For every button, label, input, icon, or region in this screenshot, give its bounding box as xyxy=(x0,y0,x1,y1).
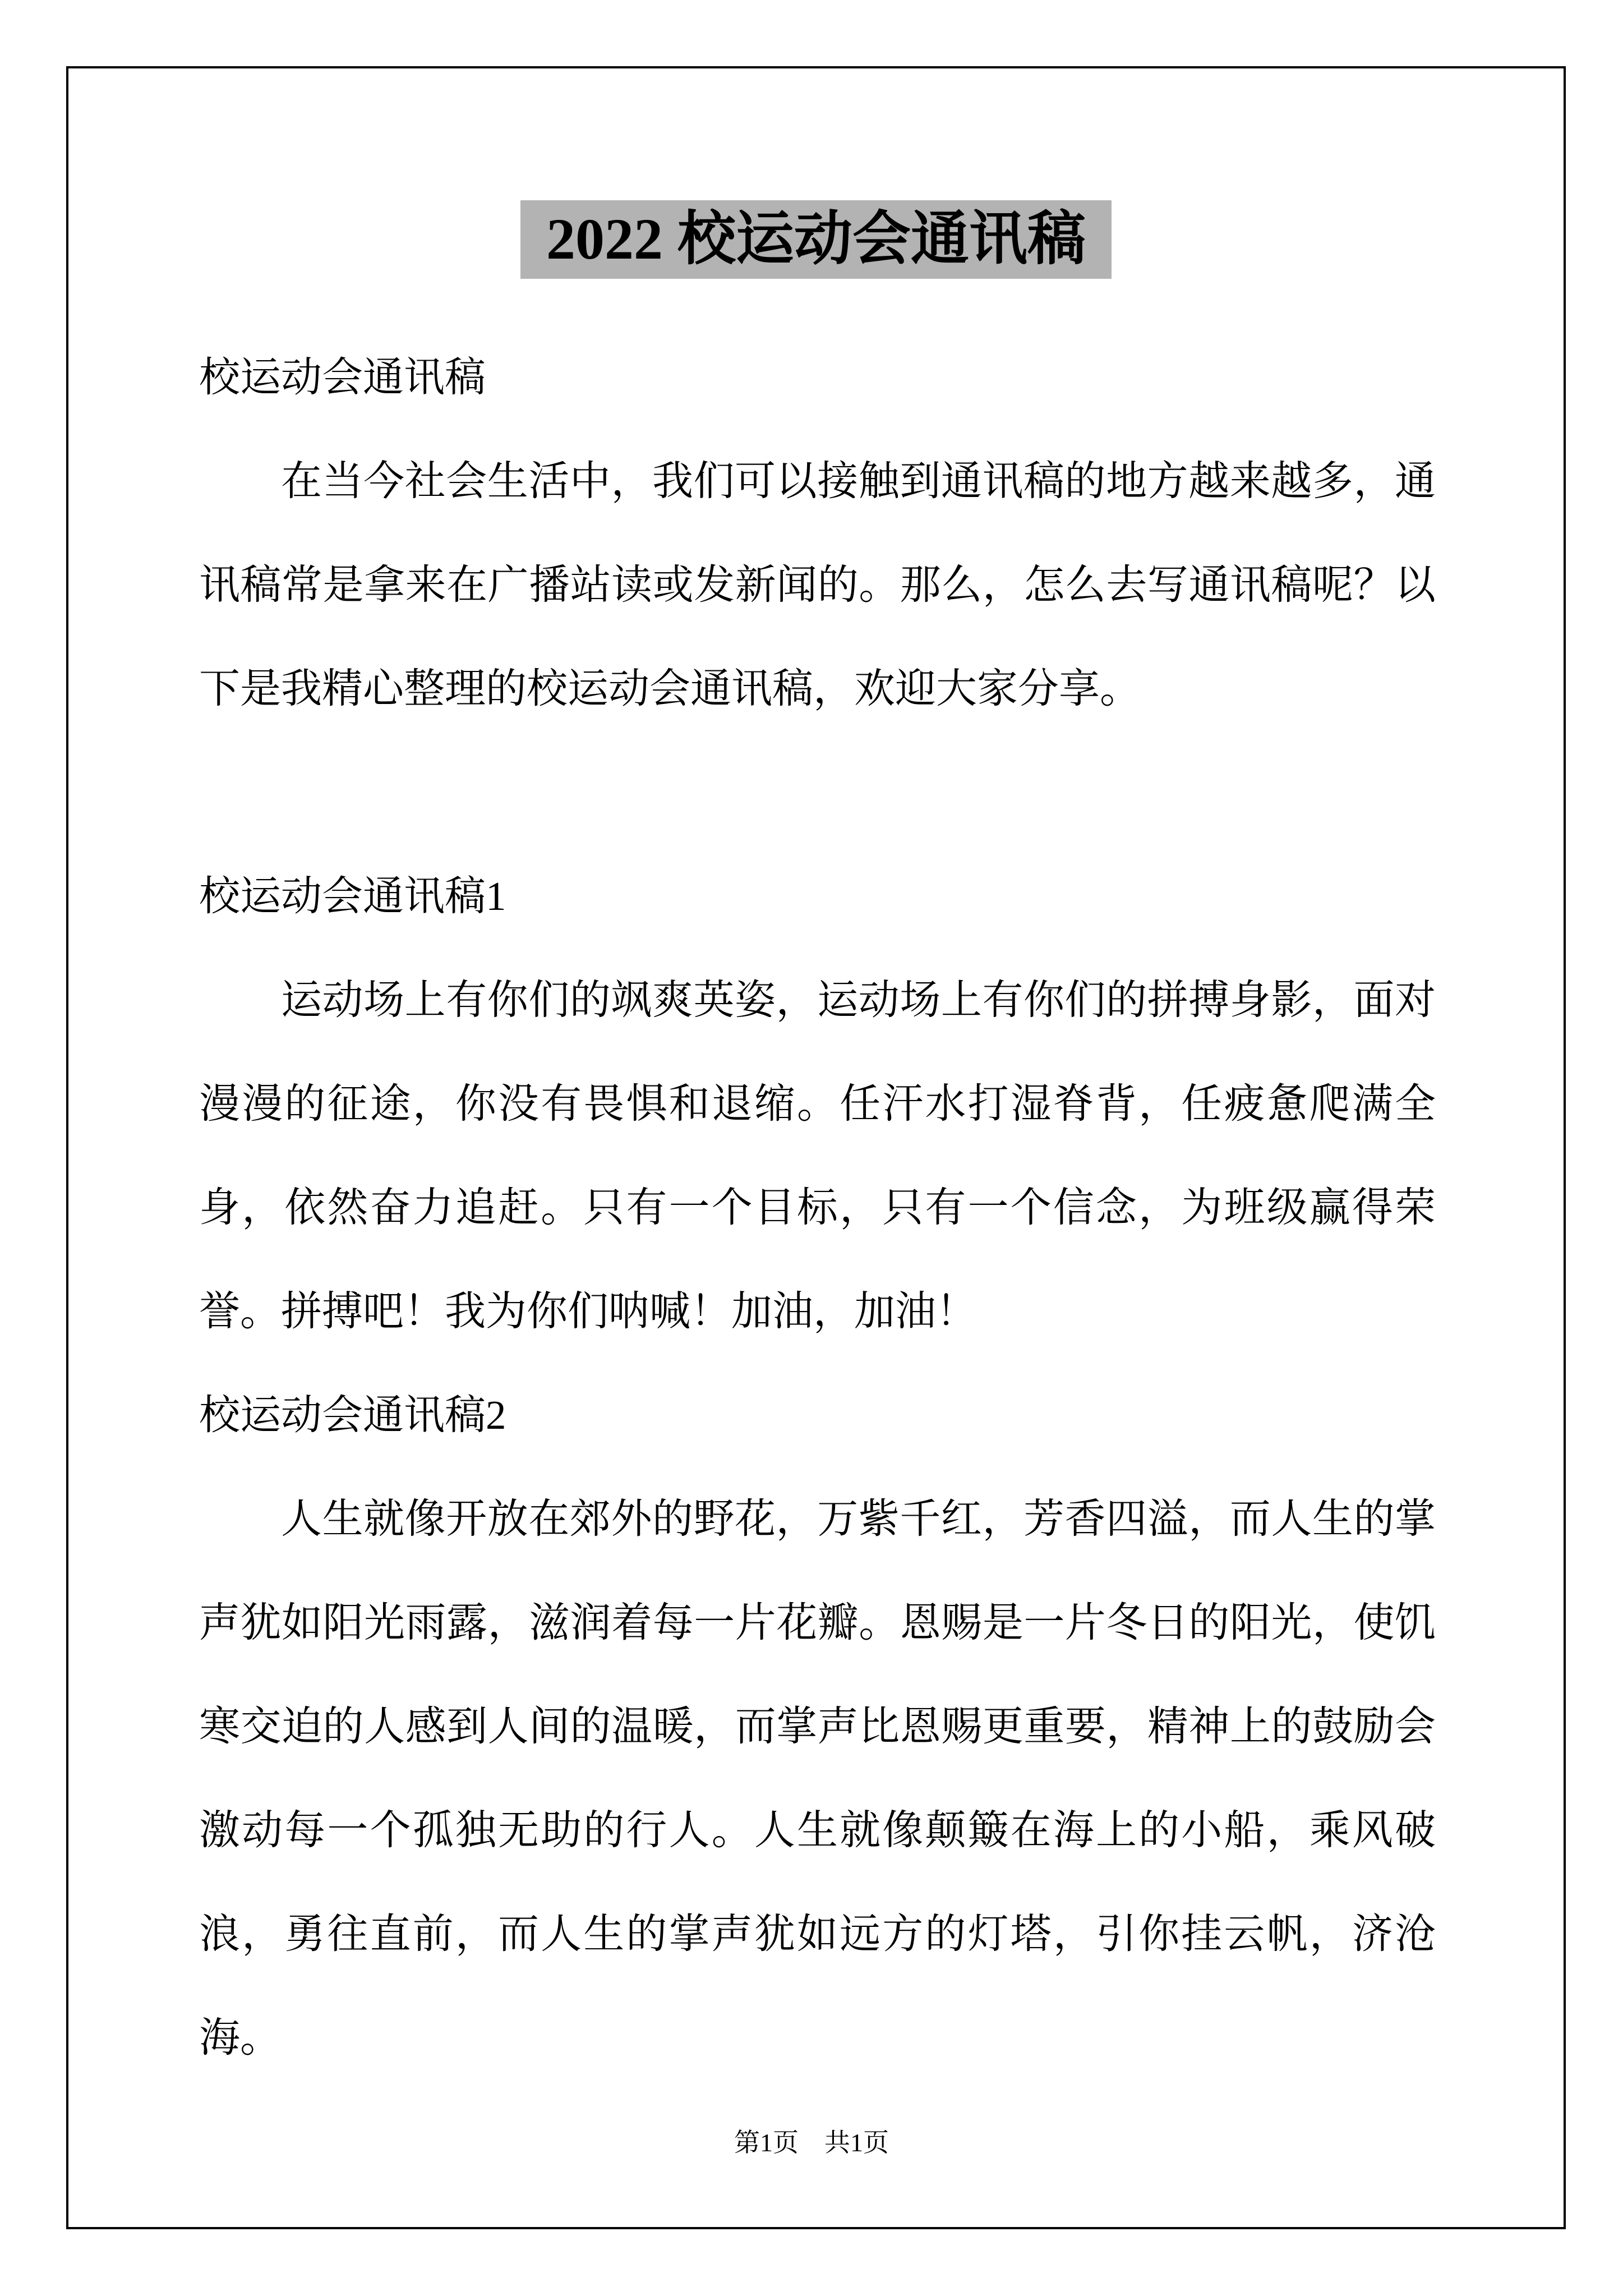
body-paragraph: 运动场上有你们的飒爽英姿，运动场上有你们的拼搏身影，面对漫漫的征途，你没有畏惧和退缩。任汗水打湿脊背，任疲惫爬满全身，依然奋力追赶。只有一个目标，只有一个信念，为班级赢得荣誉。拼搏吧！我为你们呐喊！加油，加油！ xyxy=(199,977,1436,1334)
section-header: 校运动会通讯稿1 xyxy=(199,873,506,919)
doc-subtitle-label: 校运动会通讯稿 xyxy=(199,355,486,400)
section-header: 校运动会通讯稿2 xyxy=(199,1392,506,1438)
document-blocks xyxy=(199,325,1436,2090)
body-paragraph: 人生就像开放在郊外的野花，万紫千红，芳香四溢，而人生的掌声犹如阳光雨露，滋润着每一片花瓣。恩赐是一片冬日的阳光，使饥寒交迫的人感到人间的温暖，而掌声比恩赐更重要，精神上的鼓励会激动每一个孤独无助的行人。人生就像颠簸在海上的小船，乘风破浪，勇往直前，而人生的掌声犹如远方的灯塔，引你挂云帆，济沧海。 xyxy=(199,1496,1436,2060)
page-border xyxy=(66,66,1566,2229)
title-row xyxy=(68,200,1564,279)
document-title: 2022 校运动会通讯稿 xyxy=(520,200,1112,279)
body-paragraph: 在当今社会生活中，我们可以接触到通讯稿的地方越来越多，通讯稿常是拿来在广播站读或发新闻的。那么，怎么去写通讯稿呢？以下是我精心整理的校运动会通讯稿，欢迎大家分享。 xyxy=(199,458,1436,711)
page-number-footer: 第1页 共1页 xyxy=(734,2128,889,2157)
